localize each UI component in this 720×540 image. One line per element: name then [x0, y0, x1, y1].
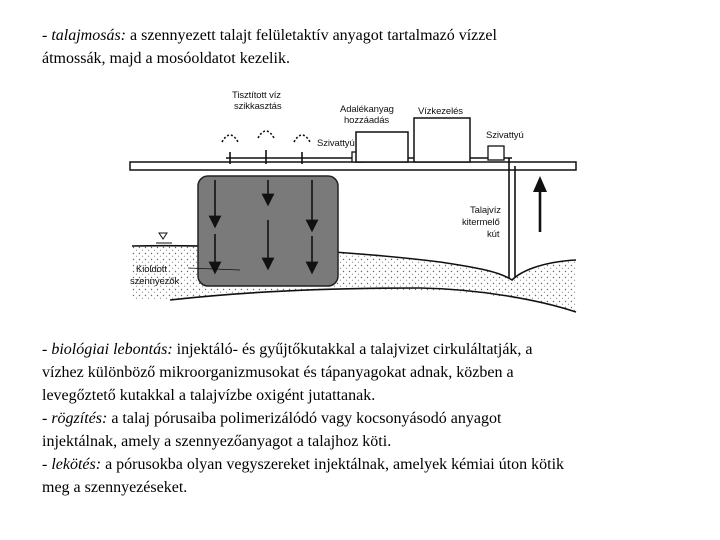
- bind-line-1-text: a pórusokba olyan vegyszereket injektálnak, amelyek kémiai úton kötik: [101, 456, 565, 473]
- label-pump-left: Szivattyú: [317, 138, 355, 149]
- water-treatment-unit: [414, 118, 470, 162]
- bind-line-2: meg a szennyezéseket.: [42, 479, 188, 496]
- svg-text:Kioldott: [136, 264, 167, 275]
- term-lekotes: lekötés:: [51, 456, 102, 473]
- svg-text:Tisztított víz: [232, 90, 281, 101]
- label-additive-1: Adalékanyag: [340, 104, 394, 115]
- term-talajmosas: talajmosás:: [51, 27, 126, 44]
- label-purified-water-1: Tisztított víz: [232, 90, 281, 101]
- svg-text:kút: [487, 229, 500, 240]
- label-dissolved-2: szennyezők: [130, 276, 180, 287]
- svg-text:Szivattyú: [486, 130, 524, 141]
- bio-line-1-text: injektáló- és gyűjtőkutakkal a talajvizet cirkuláltatják, a: [172, 341, 533, 358]
- fix-line-1-text: a talaj pórusaiba polimerizálódó vagy kocsonyásodó anyagot: [107, 410, 502, 427]
- term-biologiai-lebontas: biológiai lebontás:: [51, 341, 173, 358]
- svg-text:kitermelő: [462, 217, 500, 228]
- label-dissolved-1: Kioldott: [136, 264, 167, 275]
- svg-text:hozzáadás: [344, 115, 389, 126]
- methods-paragraph: [42, 338, 692, 499]
- infiltration-pipes: [222, 131, 310, 164]
- pump-right: [488, 146, 504, 160]
- bio-line-3: levegőztető kutakkal a talajvízbe oxigént jutattanak.: [42, 387, 376, 404]
- svg-text:szennyezők: [130, 276, 180, 287]
- label-groundwater-1: Talajvíz: [470, 205, 501, 216]
- term-rogzites: rögzítés:: [51, 410, 108, 427]
- upward-flow-arrowhead: [533, 176, 547, 192]
- svg-text:Vízkezelés: [418, 106, 463, 117]
- svg-text:Talajvíz: [470, 205, 501, 216]
- fix-line-1: - rögzítés: a talaj pórusaiba polimerizálódó vagy kocsonyásodó anyagot: [42, 410, 502, 427]
- label-water-treatment: Vízkezelés: [418, 106, 463, 117]
- extraction-well: [509, 158, 515, 278]
- svg-text:Adalékanyag: [340, 104, 394, 115]
- label-additive-2: hozzáadás: [344, 115, 390, 126]
- label-purified-water-2: szikkasztás: [234, 101, 282, 112]
- label-pump-right: Szivattyú: [486, 130, 524, 141]
- svg-text:szikkasztás: [234, 101, 282, 112]
- additive-tank: [356, 132, 408, 162]
- label-groundwater-2: kitermelő: [462, 217, 500, 228]
- svg-text:Szivattyú: [317, 138, 355, 149]
- intro-line-1: - talajmosás: a szennyezett talajt felületaktív anyagot tartalmazó vízzel: [42, 27, 497, 44]
- intro-line-2: átmossák, majd a mosóoldatot kezelik.: [42, 50, 290, 67]
- intro-line-1-text: a szennyezett talajt felületaktív anyagot tartalmazó vízzel: [126, 27, 497, 44]
- fix-line-2: injektálnak, amely a szennyezőanyagot a talajhoz köti.: [42, 433, 392, 450]
- bio-line-2: vízhez különböző mikroorganizmusokat és tápanyagokat adnak, közben a: [42, 364, 514, 381]
- bind-line-1: - lekötés: a pórusokba olyan vegyszereket injektálnak, amelyek kémiai úton kötik: [42, 456, 565, 473]
- bio-line-1: - biológiai lebontás: injektáló- és gyűjtőkutakkal a talajvizet cirkuláltatják, a: [42, 341, 533, 358]
- label-groundwater-3: kút: [487, 229, 500, 240]
- water-table-marker: [156, 233, 172, 243]
